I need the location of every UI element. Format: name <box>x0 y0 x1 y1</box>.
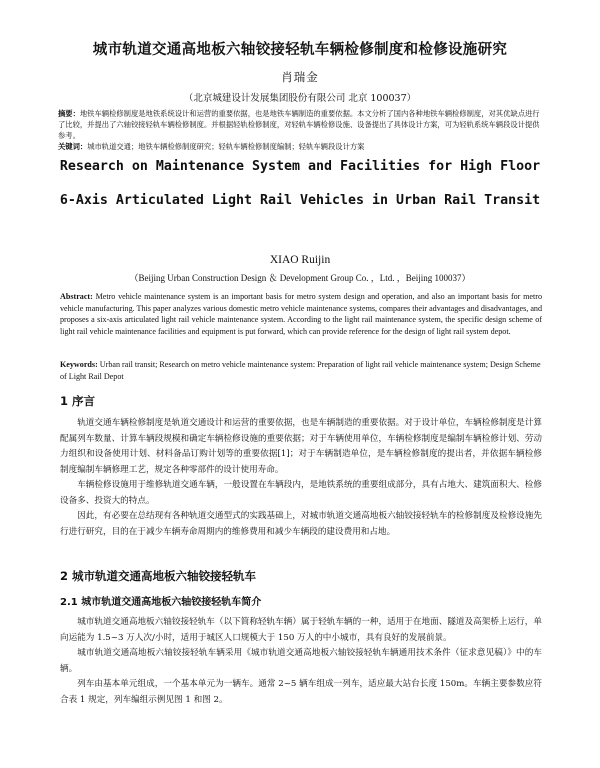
english-keywords-label: Keywords: <box>60 360 98 369</box>
chinese-keywords-label: 关键词： <box>58 142 88 151</box>
body-paragraph: 城市轨道交通高地板六轴铰接轻轨车辆采用《城市轨道交通高地板六轴铰接轻轨车辆通用技术条件（征求意见稿）》中的车辆。 <box>60 648 542 674</box>
section-introduction-body <box>60 416 542 540</box>
chinese-abstract-text: 地铁车辆检修制度是地铁系统设计和运营的重要依据，也是地铁车辆制造的重要依据。本文分析了国内各种地铁车辆检修制度，对其优缺点进行了比较，并提出了六轴铰接轻轨车辆检修制度。并根据轻轨检修制度，对轻轨车辆检修设施、设备提出了具体设计方案，可为轻轨系统车辆段设计提供参考。 <box>58 109 540 140</box>
subsection-heading-vehicle-intro: 2.1 城市轨道交通高地板六轴铰接轻轨车简介 <box>60 597 262 608</box>
body-paragraph: 列车由基本单元组成，一个基本单元为一辆车。通常 2~5 辆车组成一列车，适应最大站台长度 150m。车辆主要参数应符合表 1 规定，列车编组示例见图 1 和图 2。 <box>60 679 542 705</box>
chinese-affiliation: （北京城建设计发展集团股份有限公司 北京 100037） <box>183 93 417 104</box>
english-affiliation: （Beijing Urban Construction Design ＆ Development Group Co. ，Ltd. ，Beijing 100037） <box>129 273 471 283</box>
english-author: XIAO Ruijin <box>269 254 331 266</box>
english-title: Research on Maintenance System and Facilities for High Floor 6-Axis Articulated Light Rail Vehicles in Urban Rail Transit <box>59 159 541 208</box>
chinese-abstract-paragraph <box>58 108 544 141</box>
english-keywords <box>60 359 542 382</box>
chinese-abstract <box>58 108 544 152</box>
body-paragraph: 因此，有必要在总结现有各种轨道交通型式的实践基础上，对城市轨道交通高地板六轴铰接轻轨车的检修制度及检修设施先行进行研究，目的在于减少车辆寿命周期内的维修费用和减少车辆段的建设费用和占地。 <box>60 511 542 537</box>
chinese-title: 城市轨道交通高地板六轴铰接轻轨车辆检修制度和检修设施研究 <box>92 42 508 58</box>
english-abstract-text: Metro vehicle maintenance system is an important basis for metro system design and operation, and also an important basis for metro vehicle manufacturing. This paper analyzes various domestic metro vehicle maintenance systems, compares their advantages and disadvantages, and proposes a six-axis articulated light rail vehicle maintenance system. According to the light rail maintenance system, the specific design scheme of light rail vehicle maintenance facilities and equipment is put forward, which can provide reference for the design of light rail system depot. <box>60 292 542 336</box>
body-paragraph: 轨道交通车辆检修制度是轨道交通设计和运营的重要依据，也是车辆制造的重要依据。对于设计单位，车辆检修制度是计算配属列车数量、计算车辆段规模和确定车辆检修设施的重要依据；对于车辆使用单位，车辆检修制度是编制车辆检修计划、劳动力组织和设备使用计划、材料备品订购计划等的重要依据[1]；对于车辆制造单位，是车辆检修制度的提出者，并依据车辆检修制度编制车辆修理工艺，规定各种零部件的设计使用寿命。 <box>60 418 542 475</box>
english-keywords-text: Urban rail transit; Research on metro vehicle maintenance system: Preparation of light rail vehicle maintenance system; Design Scheme of Light Rail Depot <box>60 360 541 381</box>
english-abstract <box>60 291 542 337</box>
body-paragraph: 城市轨道交通高地板六轴铰接轻轨车（以下简称轻轨车辆）属于轻轨车辆的一种，适用于在地面、隧道及高架桥上运行，单向运能为 1.5~3 万人次/小时，适用于城区人口规模大于 150 万人的中小城市，具有良好的发展前景。 <box>60 617 542 643</box>
body-paragraph: 车辆检修设施用于维修轨道交通车辆，一般设置在车辆段内，是地铁系统的重要组成部分，具有占地大、建筑面积大、检修设备多、投资大的特点。 <box>60 480 542 506</box>
section-heading-vehicle: 2 城市轨道交通高地板六轴铰接轻轨车 <box>60 569 257 583</box>
section-heading-introduction: 1 序言 <box>60 394 96 408</box>
english-abstract-label: Abstract: <box>60 292 93 301</box>
chinese-abstract-label: 摘要： <box>58 109 80 118</box>
chinese-author: 肖瑞金 <box>281 70 319 84</box>
chinese-keywords-text: 城市轨道交通；地铁车辆检修制度研究；轻轨车辆检修制度编制；轻轨车辆段设计方案 <box>87 142 365 151</box>
subsection-vehicle-intro-body <box>60 615 542 708</box>
